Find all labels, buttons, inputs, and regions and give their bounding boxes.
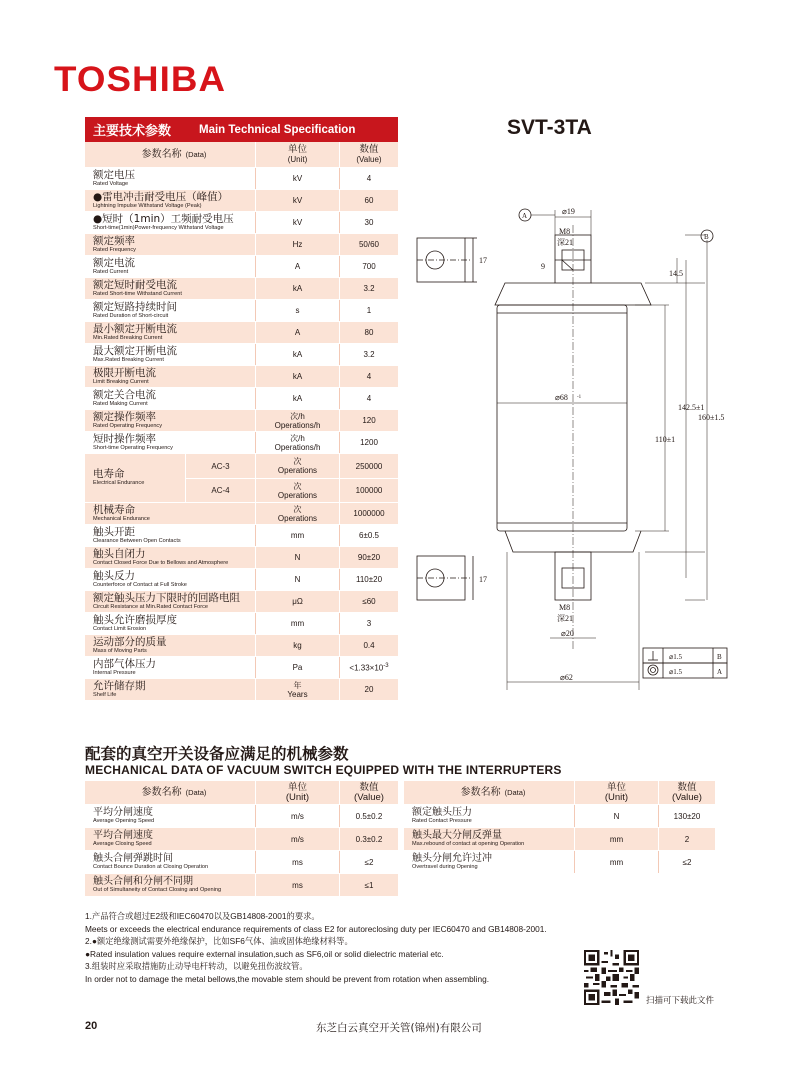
- row-name-zh: 内部气体压力: [93, 657, 156, 670]
- header-unit-zh: 单位: [287, 143, 307, 155]
- row-value-main: 80: [364, 328, 374, 337]
- row-name-en: Mass of Moving Parts: [93, 647, 147, 654]
- row-name-en: Short-time Operating Frequency: [93, 444, 173, 451]
- spec-row: [85, 613, 398, 635]
- dim-m8-bot: M8: [559, 603, 571, 612]
- mech-row: [404, 828, 715, 851]
- row-unit: Pa: [292, 663, 303, 672]
- electrical-endurance-row: [85, 454, 398, 503]
- spec-row: [85, 432, 398, 454]
- row-name-en: Rated Frequency: [93, 246, 136, 253]
- row-value-main: 60: [364, 196, 374, 205]
- row-name-en: Contact Bounce Duration at Closing Operation: [93, 864, 209, 870]
- row-value: [362, 416, 375, 425]
- row-value: [353, 509, 384, 518]
- dim-d68-tol: -1: [577, 395, 582, 400]
- note-line: ●Rated insulation values require external insulation,such as SF6,oil or solid dielectric material etc.: [85, 948, 444, 959]
- mech-row: [404, 851, 715, 874]
- dim-142-5: 142.5±1: [678, 403, 705, 412]
- row-value: [356, 575, 382, 584]
- row-name-en: Rated Duration of Short-circuit: [93, 312, 169, 319]
- main-spec-table: [85, 117, 398, 701]
- row-value-main: 30: [364, 218, 374, 227]
- qr-label: 扫描可下载此文件: [646, 996, 715, 1006]
- row-unit-zh: 次: [293, 504, 302, 514]
- header-unit-en: (Unit): [604, 791, 629, 803]
- row-name-en: Rated Voltage: [93, 180, 129, 187]
- spec-row: [85, 168, 398, 190]
- row-name-zh: 触头自闭力: [93, 547, 146, 560]
- row-value-main: 3: [366, 619, 372, 628]
- row-value: 0.3±0.2: [355, 834, 383, 844]
- row-unit: kV: [292, 196, 303, 205]
- header-unit-en: (Unit): [287, 154, 308, 164]
- ac4-label: AC-4: [185, 479, 255, 502]
- row-name-zh: 触头开距: [93, 525, 135, 538]
- spec-title-zh: 主要技术参数: [93, 124, 172, 139]
- note-line: 2.●额定绝缘测试需要外绝缘保护，比如SF6气体、油或固体绝缘材料等。: [85, 936, 353, 946]
- row-name-en: Average Opening Speed: [93, 818, 155, 824]
- spec-row: [85, 300, 398, 322]
- row-unit: mm: [290, 531, 305, 540]
- row-name-zh: 极限开断电流: [93, 366, 156, 379]
- mech-right-header: [404, 781, 715, 805]
- dim-d19: ⌀19: [562, 207, 575, 216]
- row-value-main: 4: [366, 372, 372, 381]
- spec-row: [85, 366, 398, 388]
- row-value: [367, 619, 371, 628]
- row-name-zh: 平均分闸速度: [93, 807, 153, 818]
- spec-row: [85, 635, 398, 657]
- spec-title-en: Main Technical Specification: [199, 123, 356, 136]
- row-unit: mm: [609, 834, 624, 844]
- row-name-en: Max.rebound of contact at opening Operation: [412, 841, 525, 847]
- row-value-main: 1200: [360, 438, 378, 447]
- row-value: [363, 284, 374, 293]
- row-unit: Hz: [292, 240, 303, 249]
- ac4-value: 100000: [355, 486, 383, 495]
- row-unit: Years: [287, 689, 308, 699]
- row-value: 2: [684, 834, 690, 844]
- row-name-zh: 额定频率: [93, 234, 135, 247]
- spec-row: [85, 388, 398, 410]
- row-name-en: Shelf Life: [93, 691, 117, 698]
- row-value-main: 50/60: [358, 240, 380, 249]
- note-line: 1.产品符合或超过E2级和IEC60470以及GB14808-2001的要求。: [85, 911, 320, 921]
- row-unit: Operations/h: [274, 420, 321, 430]
- row-value: [349, 662, 388, 673]
- row-name-zh: 电寿命: [93, 468, 125, 480]
- row-name-zh: 额定触头压力下限时的回路电阻: [93, 591, 240, 604]
- row-name-zh: 额定电压: [93, 168, 135, 181]
- row-name-zh: 触头分闸允许过冲: [412, 853, 492, 864]
- row-value-main: 6±0.5: [359, 531, 379, 540]
- row-unit-zh: 次/h: [290, 411, 305, 421]
- mech-row: [85, 828, 398, 851]
- header-value-en: (Value): [356, 154, 382, 164]
- spec-row: [85, 547, 398, 569]
- header-value-en: (Value): [672, 791, 702, 803]
- row-value-main: 1: [366, 306, 372, 315]
- row-name-zh: ●雷电冲击耐受电压（峰值）: [93, 190, 229, 203]
- footnotes: [85, 910, 605, 985]
- row-unit: mm: [290, 619, 305, 628]
- ac3-label: AC-3: [185, 454, 255, 478]
- row-unit: A: [294, 262, 301, 271]
- row-unit: kA: [292, 394, 303, 403]
- row-value-main: ≤60: [362, 597, 376, 606]
- row-name-zh: 触头允许磨损厚度: [93, 613, 177, 626]
- spec-row: [85, 190, 398, 212]
- dim-d68: ⌀68: [555, 393, 568, 402]
- spec-row: [85, 322, 398, 344]
- row-value: [362, 262, 375, 271]
- row-name-en: Out of Simultaneity of Contact Closing and Opening: [93, 887, 222, 893]
- header-name-en: (Data): [504, 788, 526, 797]
- row-value-main: 4: [366, 174, 372, 183]
- row-name-en: Rated Operating Frequency: [93, 422, 163, 429]
- row-name-zh: 额定电流: [93, 256, 135, 269]
- mech-table-left: [85, 781, 398, 897]
- row-name-en: Average Closing Speed: [93, 841, 152, 847]
- mech-title-zh: 配套的真空开关设备应满足的机械参数: [85, 745, 349, 763]
- dim-110: 110±1: [655, 435, 676, 444]
- row-value-sup: -3: [383, 663, 389, 670]
- qr-code-icon[interactable]: [584, 950, 639, 1005]
- row-name-zh: 机械寿命: [93, 503, 135, 516]
- company-name: 东芝白云真空开关管(锦州)有限公司: [316, 1022, 482, 1034]
- row-value-main: 90±20: [357, 553, 381, 562]
- mech-row: [85, 851, 398, 874]
- row-name-zh: 额定短时耐受电流: [93, 278, 177, 291]
- ac3-value: 250000: [355, 461, 383, 471]
- row-value: [363, 350, 374, 359]
- row-unit: Operations: [277, 513, 318, 523]
- row-unit: μΩ: [292, 597, 303, 606]
- row-value: [359, 240, 379, 249]
- model-number: SVT-3TA: [507, 116, 592, 139]
- spec-row: [85, 344, 398, 366]
- dim-d62: ⌀62: [560, 673, 573, 682]
- row-name-zh: 触头合闸和分闸不同期: [93, 876, 193, 887]
- row-value: [359, 531, 379, 540]
- row-value: ≤1: [364, 880, 374, 890]
- mech-title-en: MECHANICAL DATA OF VACUUM SWITCH EQUIPPED WITH THE INTERRUPTERS: [85, 763, 562, 777]
- ac4-unit: Operations: [277, 490, 318, 500]
- row-value-main: 4: [366, 394, 372, 403]
- row-value-main: <1.33×10: [349, 663, 384, 673]
- row-value: [360, 438, 378, 447]
- tol-perp-value: ⌀1.5: [669, 653, 682, 661]
- row-value: [367, 306, 371, 315]
- row-unit: m/s: [291, 834, 304, 844]
- row-name-zh: 额定操作频率: [93, 410, 156, 423]
- row-value: 130±20: [673, 811, 701, 821]
- dim-m8-top: M8: [559, 227, 571, 236]
- dim-17-top: 17: [479, 256, 487, 265]
- row-value: [365, 218, 374, 227]
- spec-row: [85, 679, 398, 701]
- row-unit: s: [295, 306, 300, 315]
- header-name-en: (Data): [185, 150, 207, 159]
- row-value-main: 110±20: [355, 575, 383, 584]
- mech-row: [404, 805, 715, 828]
- row-name-en: Rated Contact Pressure: [412, 818, 472, 824]
- header-unit-zh: 单位: [606, 781, 626, 793]
- row-name-en: Internal Pressure: [93, 669, 136, 676]
- header-name-zh: 参数名称: [141, 787, 182, 798]
- row-name-en: Contact Closed Force Due to Bellows and Atmosphere: [93, 559, 229, 566]
- row-value: [367, 174, 371, 183]
- interrupter-outline-drawing: [405, 190, 735, 700]
- row-name-en: Rated Short-time Withstand Current: [93, 290, 182, 297]
- row-name-zh: ●短时（1min）工频耐受电压: [93, 212, 234, 225]
- row-unit: N: [613, 811, 620, 821]
- ceramic-body: [497, 305, 627, 531]
- row-value: [365, 328, 374, 337]
- row-unit: N: [294, 575, 301, 584]
- ac4-unit-zh: 次: [293, 481, 302, 491]
- dim-depth-top: 深21: [557, 238, 573, 247]
- spec-row: [85, 525, 398, 547]
- tol-perp-ref: B: [717, 653, 722, 661]
- tol-coax-ref: A: [717, 668, 723, 676]
- row-unit-zh: 次/h: [290, 433, 305, 443]
- row-value-main: 700: [362, 262, 376, 271]
- mech-left-header: [85, 781, 398, 805]
- dim-14-5: 14.5: [669, 269, 683, 278]
- row-unit: kV: [292, 174, 303, 183]
- row-value: [363, 641, 374, 650]
- header-unit-en: (Unit): [285, 791, 310, 803]
- row-name-en: Max.Rated Breaking Current: [93, 356, 164, 363]
- row-unit: kA: [292, 372, 303, 381]
- row-value: ≤2: [364, 857, 374, 867]
- datum-a-label: A: [522, 212, 528, 220]
- row-name-zh: 允许储存期: [93, 679, 146, 692]
- row-name-zh: 最大额定开断电流: [93, 344, 177, 357]
- spec-row: [85, 256, 398, 278]
- mech-table-right: [404, 781, 715, 874]
- row-name-en: Limit Breaking Current: [93, 378, 149, 385]
- row-name-zh: 触头反力: [93, 569, 135, 582]
- row-value: [367, 394, 371, 403]
- header-value-zh: 数值: [359, 143, 379, 155]
- row-unit: Operations/h: [274, 442, 321, 452]
- header-name-zh: 参数名称: [460, 787, 501, 798]
- mech-row: [85, 805, 398, 828]
- note-line: 3.组装时应采取措施防止动导电杆转动，以避免扭伤波纹管。: [85, 961, 308, 971]
- row-value: [365, 685, 374, 694]
- row-unit-zh: 年: [293, 680, 302, 690]
- mech-row: [85, 874, 398, 897]
- spec-row: [85, 657, 398, 679]
- row-name-zh: 额定触头压力: [412, 807, 472, 818]
- row-value-main: 0.4: [363, 641, 375, 650]
- row-unit: kA: [292, 350, 303, 359]
- spec-row: [85, 591, 398, 613]
- header-unit-zh: 单位: [287, 781, 307, 793]
- row-name-en: Short-time(1min)Power-frequency Withstand Voltage: [93, 224, 224, 231]
- row-name-zh: 触头合闸弹跳时间: [93, 853, 173, 864]
- dim-depth-bot: 深21: [557, 614, 573, 623]
- header-value-zh: 数值: [359, 781, 379, 793]
- row-name-zh: 短时操作频率: [93, 432, 156, 445]
- row-value-main: 3.2: [363, 350, 375, 359]
- ac3-unit: Operations: [277, 466, 318, 475]
- header-value-zh: 数值: [677, 781, 697, 793]
- row-value: [367, 372, 371, 381]
- row-name-zh: 额定关合电流: [93, 388, 156, 401]
- datum-b-label: B: [704, 233, 709, 241]
- row-value: ≤2: [682, 857, 692, 867]
- row-name-zh: 额定短路持续时间: [93, 300, 177, 313]
- spec-row: [85, 410, 398, 432]
- row-unit: kA: [292, 284, 303, 293]
- row-name-en: Lightning Impulse Withstand Voltage (Peak): [93, 202, 202, 209]
- page-number: 20: [85, 1020, 98, 1032]
- row-name-en: Overtravel during Opening: [412, 864, 478, 870]
- row-unit: kg: [293, 641, 302, 650]
- row-unit: kV: [292, 218, 303, 227]
- dim-d20: ⌀20: [561, 629, 574, 638]
- header-name-en: (Data): [185, 788, 207, 797]
- dim-9: 9: [541, 262, 545, 271]
- row-unit: N: [294, 553, 301, 562]
- ac3-unit-zh: 次: [293, 457, 302, 466]
- row-name-en: Min.Rated Breaking Current: [93, 334, 163, 341]
- row-name-zh: 触头最大分闸反弹量: [412, 830, 502, 841]
- spec-row: [85, 212, 398, 234]
- row-name-zh: 最小额定开断电流: [93, 322, 177, 335]
- row-name-en: Rated Making Current: [93, 400, 148, 407]
- row-name-en: Clearance Between Open Contacts: [93, 537, 181, 544]
- dim-17-bot: 17: [479, 575, 487, 584]
- row-value-main: 1000000: [353, 509, 385, 518]
- row-unit: ms: [292, 880, 303, 890]
- row-value: [358, 553, 380, 562]
- spec-header-row: [85, 142, 398, 168]
- row-name-en: Mechanical Endurance: [93, 515, 150, 522]
- note-line: Meets or exceeds the electrical endurance requirements of class E2 for autoreclosing duty per IEC60470 and GB14808-2001.: [85, 923, 547, 934]
- row-unit: m/s: [291, 811, 304, 821]
- row-value-main: 20: [364, 685, 374, 694]
- row-name-en: Rated Current: [93, 268, 129, 275]
- note-line: In order not to damage the metal bellows,the movable stem should be prevent from rotation when assembling.: [85, 973, 490, 984]
- row-unit: mm: [609, 857, 624, 867]
- header-value-en: (Value): [354, 791, 384, 803]
- spec-row: [85, 503, 398, 525]
- header-name-zh: 参数名称: [141, 149, 182, 160]
- row-value-main: 3.2: [363, 284, 375, 293]
- row-name-en: Circuit Resistance at Min.Rated Contact Force: [93, 603, 209, 610]
- row-value: 0.5±0.2: [355, 811, 383, 821]
- spec-table-title: [85, 117, 398, 142]
- row-name-en: Contact Limit Erosion: [93, 625, 147, 632]
- row-value: [365, 196, 374, 205]
- row-value-main: 120: [362, 416, 376, 425]
- spec-row: [85, 234, 398, 256]
- row-unit: A: [294, 328, 301, 337]
- row-value: [362, 597, 375, 606]
- row-name-zh: 运动部分的质量: [93, 635, 167, 648]
- row-unit: ms: [292, 857, 303, 867]
- row-name-zh: 平均合闸速度: [93, 830, 153, 841]
- spec-row: [85, 569, 398, 591]
- dim-160: 160±1.5: [698, 413, 725, 422]
- toshiba-logo: TOSHIBA: [54, 60, 227, 99]
- row-name-en: Electrical Endurance: [93, 480, 145, 486]
- row-name-en: Counterforce of Contact at Full Stroke: [93, 581, 187, 588]
- spec-row: [85, 278, 398, 300]
- tol-coax-value: ⌀1.5: [669, 668, 682, 676]
